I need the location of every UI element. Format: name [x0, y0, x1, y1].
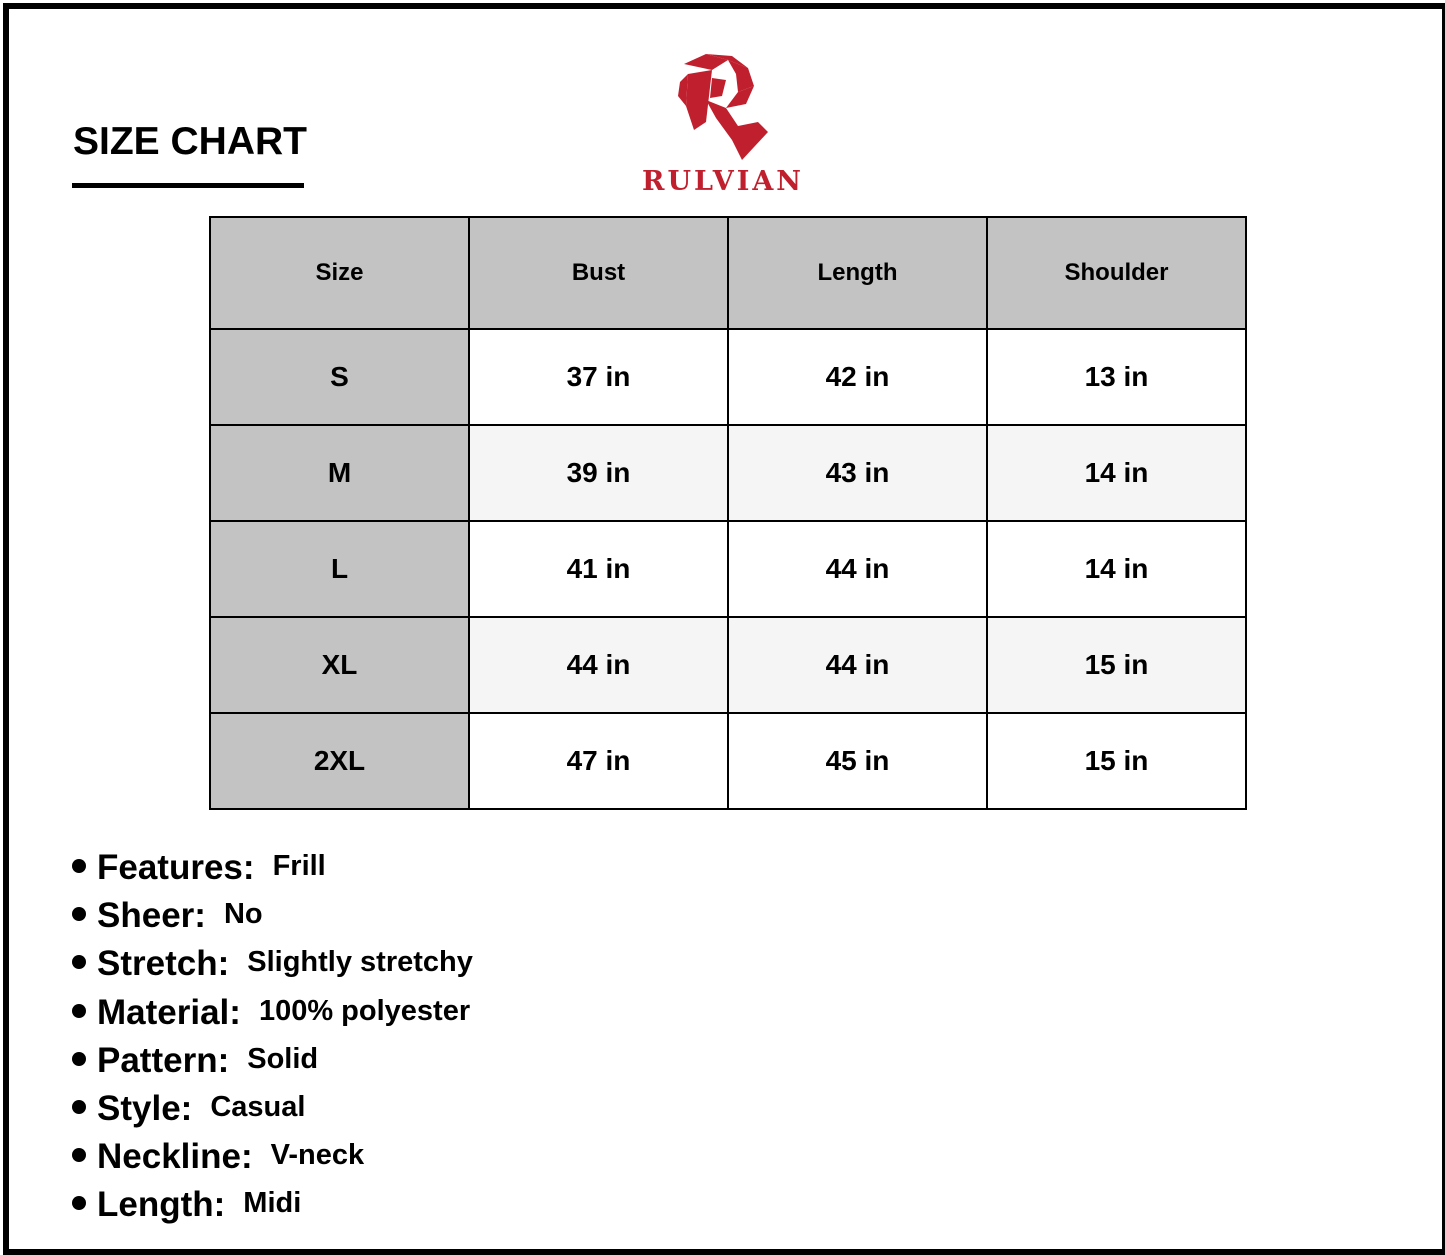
spec-label: Features:: [97, 848, 255, 887]
table-row: [210, 329, 1246, 425]
bullet-icon: [72, 1004, 86, 1018]
column-header: Shoulder: [987, 217, 1246, 329]
bullet-icon: [72, 955, 86, 969]
spec-label: Pattern:: [97, 1040, 230, 1080]
spec-value: V-neck: [270, 1139, 365, 1172]
length-cell: 43 in: [728, 425, 987, 521]
spec-label: Stretch:: [97, 944, 230, 984]
length-cell: 42 in: [728, 329, 987, 425]
bullet-icon: [72, 907, 86, 921]
brand-logo: [626, 52, 820, 197]
spec-label: Material:: [97, 992, 241, 1032]
bust-cell: 41 in: [469, 521, 728, 617]
spec-item: [72, 1089, 473, 1137]
length-cell: 45 in: [728, 713, 987, 809]
length-cell: 44 in: [728, 617, 987, 713]
size-cell: S: [210, 329, 469, 425]
table-row: [210, 617, 1246, 713]
shoulder-cell: 15 in: [987, 617, 1246, 713]
brand-name: RULVIAN: [642, 166, 804, 197]
shoulder-cell: 13 in: [987, 329, 1246, 425]
spec-item: [72, 1137, 473, 1185]
size-cell: XL: [210, 617, 469, 713]
spec-item: [72, 1185, 473, 1233]
spec-label: Neckline:: [97, 1137, 253, 1177]
size-cell: 2XL: [210, 713, 469, 809]
rulvian-r-logo-icon: [676, 52, 772, 162]
bust-cell: 37 in: [469, 329, 728, 425]
bullet-icon: [72, 1100, 86, 1114]
bullet-icon: [72, 859, 86, 873]
title-underline: [72, 183, 304, 188]
shoulder-cell: 14 in: [987, 521, 1246, 617]
spec-value: Frill: [272, 850, 326, 882]
spec-label: Length:: [97, 1185, 226, 1225]
table-row: [210, 521, 1246, 617]
spec-item: [72, 944, 473, 992]
bust-cell: 39 in: [469, 425, 728, 521]
column-header: Size: [210, 217, 469, 329]
spec-value: Midi: [243, 1187, 302, 1220]
page-title: SIZE CHART: [73, 120, 307, 163]
spec-item: [72, 896, 473, 944]
table-row: [210, 713, 1246, 809]
product-specs-list: [72, 848, 473, 1234]
bullet-icon: [72, 1148, 86, 1162]
shoulder-cell: 14 in: [987, 425, 1246, 521]
size-cell: M: [210, 425, 469, 521]
spec-item: [72, 993, 473, 1041]
spec-value: 100% polyester: [258, 994, 471, 1027]
size-cell: L: [210, 521, 469, 617]
column-header: Length: [728, 217, 987, 329]
spec-item: [72, 1041, 473, 1089]
table-row: [210, 425, 1246, 521]
bust-cell: 44 in: [469, 617, 728, 713]
length-cell: 44 in: [728, 521, 987, 617]
spec-value: Solid: [247, 1042, 319, 1075]
shoulder-cell: 15 in: [987, 713, 1246, 809]
column-header: Bust: [469, 217, 728, 329]
spec-value: Slightly stretchy: [247, 946, 473, 979]
bust-cell: 47 in: [469, 713, 728, 809]
table-header-row: [210, 217, 1246, 329]
spec-item: [72, 848, 473, 896]
size-table: [209, 216, 1247, 810]
spec-value: No: [223, 898, 263, 931]
spec-label: Style:: [97, 1088, 193, 1128]
spec-label: Sheer:: [97, 896, 206, 936]
bullet-icon: [72, 1052, 86, 1066]
bullet-icon: [72, 1196, 86, 1210]
spec-value: Casual: [210, 1090, 306, 1123]
